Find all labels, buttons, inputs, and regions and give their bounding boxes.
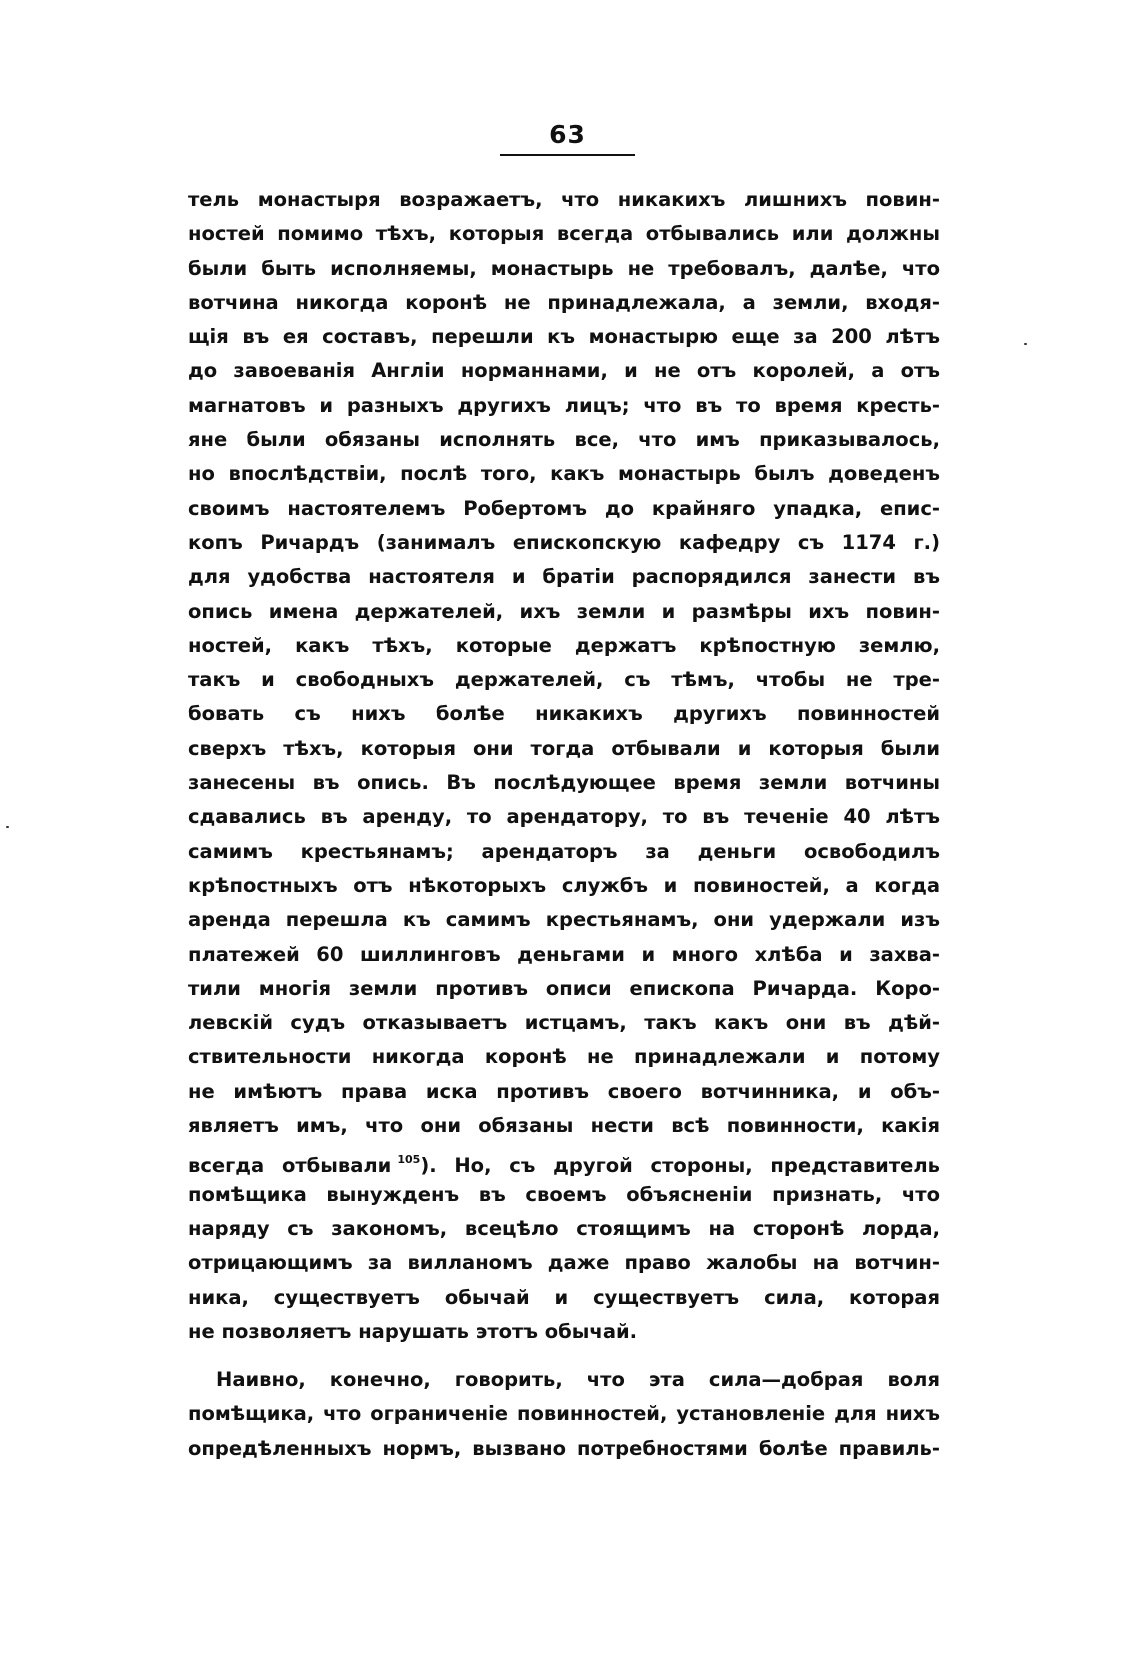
text-line: помѣщика вынужденъ въ своемъ объясненіи признать, что	[188, 1182, 940, 1206]
text-line: своимъ настоятелемъ Робертомъ до крайняго упадка, епис-	[188, 496, 940, 520]
text-line: ствительности никогда коронѣ не принадлежали и потому	[188, 1045, 940, 1069]
speck-right	[1024, 343, 1027, 345]
text-line-paragraph-end: не позволяетъ нарушать этотъ обычай.	[188, 1319, 638, 1343]
text-line: отрицающимъ за вилланомъ даже право жалобы на вотчин-	[188, 1251, 940, 1275]
text-line: щія въ ея составъ, перешли къ монастырю еще за 200 лѣтъ	[188, 325, 940, 349]
text-line: левскій судъ отказываетъ истцамъ, такъ какъ они въ дѣй-	[188, 1011, 940, 1035]
text-line: помѣщика, что ограниченіе повинностей, установленіе для нихъ	[188, 1402, 940, 1426]
footnote-line-before: всегда отбывали	[188, 1154, 392, 1178]
text-line-with-footnote	[188, 1143, 940, 1177]
text-line: наряду съ закономъ, всецѣло стоящимъ на сторонѣ лорда,	[188, 1216, 940, 1240]
text-line: опись имена держателей, ихъ земли и размѣры ихъ повин-	[188, 599, 940, 623]
page-number-rule	[500, 154, 635, 156]
text-line: копъ Ричардъ (занималъ епископскую кафедру съ 1174 г.)	[188, 530, 940, 554]
text-line: ностей, какъ тѣхъ, которые держатъ крѣпостную землю,	[188, 633, 940, 657]
text-line: магнатовъ и разныхъ другихъ лицъ; что въ то время кресть-	[188, 393, 940, 417]
text-line: до завоеванія Англіи норманнами, и не отъ королей, а отъ	[188, 359, 940, 383]
page-number: 63	[549, 120, 586, 149]
text-line: но впослѣдствіи, послѣ того, какъ монастырь былъ доведенъ	[188, 462, 940, 486]
text-line: опредѣленныхъ нормъ, вызвано потребностями болѣе правиль-	[188, 1436, 940, 1460]
speck-left	[6, 826, 9, 828]
text-line: не имѣютъ права иска противъ своего вотчинника, и объ-	[188, 1079, 940, 1103]
text-line: ника, существуетъ обычай и существуетъ сила, которая	[188, 1285, 940, 1309]
text-line: вотчина никогда коронѣ не принадлежала, а земли, входя-	[188, 290, 940, 314]
text-line: тель монастыря возражаетъ, что никакихъ лишнихъ повин-	[188, 188, 940, 211]
text-line: бовать съ нихъ болѣе никакихъ другихъ повинностей	[188, 702, 940, 726]
text-line: сдавались въ аренду, то арендатору, то въ теченіе 40 лѣтъ	[188, 805, 940, 829]
text-line: были быть исполняемы, монастырь не требовалъ, далѣе, что	[188, 256, 940, 280]
text-line-paragraph-start: Наивно, конечно, говорить, что эта сила—добрая воля	[216, 1368, 940, 1392]
text-line: платежей 60 шиллинговъ деньгами и много хлѣба и захва-	[188, 942, 940, 966]
text-line: яне были обязаны исполнять все, что имъ приказывалось,	[188, 428, 940, 452]
text-line: самимъ крестьянамъ; арендаторъ за деньги освободилъ	[188, 839, 940, 863]
text-line: для удобства настоятеля и братіи распорядился занести въ	[188, 565, 940, 589]
text-line: аренда перешла къ самимъ крестьянамъ, они удержали изъ	[188, 908, 940, 932]
text-line: занесены въ опись. Въ послѣдующее время земли вотчины	[188, 771, 940, 795]
text-line: ностей помимо тѣхъ, которыя всегда отбывались или должны	[188, 222, 940, 246]
text-line: такъ и свободныхъ держателей, съ тѣмъ, чтобы не тре-	[188, 668, 940, 692]
footnote-line-after: ). Но, съ другой стороны, представитель	[420, 1154, 940, 1178]
text-line: тили многія земли противъ описи епископа Ричарда. Коро-	[188, 976, 940, 1000]
text-line: сверхъ тѣхъ, которыя они тогда отбывали и которыя были	[188, 736, 940, 760]
text-line: являетъ имъ, что они обязаны нести всѣ повинности, какія	[188, 1114, 940, 1138]
footnote-reference[interactable]: 105	[397, 1153, 421, 1167]
text-line: крѣпостныхъ отъ нѣкоторыхъ службъ и повиностей, а когда	[188, 873, 940, 897]
body-text	[188, 183, 940, 1466]
